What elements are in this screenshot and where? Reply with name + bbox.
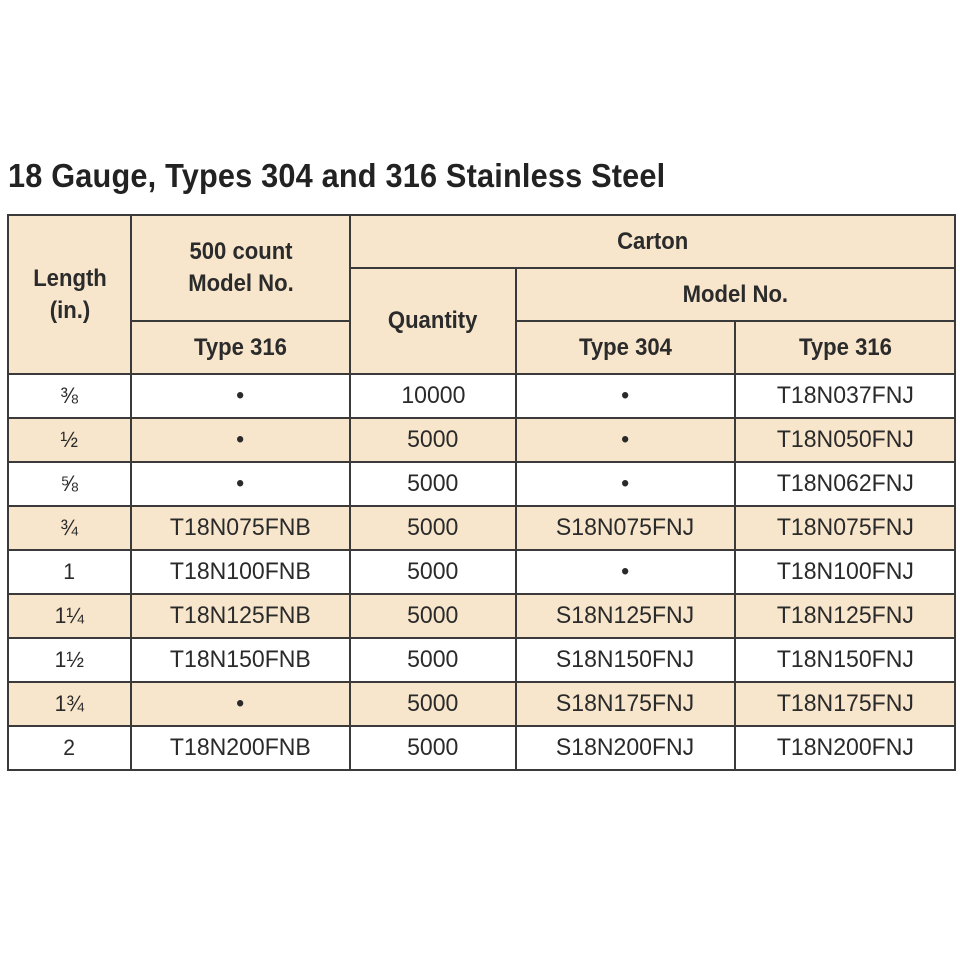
quantity-cell (350, 462, 516, 506)
length-cell (8, 594, 131, 638)
table-title: 18 Gauge, Types 304 and 316 Stainless Steel (8, 157, 666, 194)
carton-type304-cell (516, 594, 735, 638)
stainless-steel-spec-table (7, 214, 956, 771)
table-row (8, 682, 955, 726)
count500-type316-cell-text: T18N200FNB (170, 734, 311, 761)
header-carton-type-316 (735, 321, 955, 374)
quantity-cell (350, 594, 516, 638)
quantity-cell-text: 5000 (407, 470, 459, 497)
length-cell-text: 1 (63, 559, 76, 584)
quantity-cell-text: 5000 (407, 558, 459, 585)
carton-type304-cell (516, 726, 735, 770)
carton-type316-cell-text: T18N175FNJ (776, 690, 914, 717)
table-row (8, 594, 955, 638)
carton-type316-cell (735, 726, 955, 770)
carton-type316-cell (735, 550, 955, 594)
carton-type304-cell-text: • (621, 558, 630, 585)
carton-type316-cell (735, 418, 955, 462)
header-500-count-type-316-label: Type 316 (194, 333, 287, 361)
count500-type316-cell (131, 638, 350, 682)
quantity-cell-text: 10000 (400, 382, 466, 409)
carton-type304-cell (516, 418, 735, 462)
quantity-cell-text: 5000 (407, 734, 459, 761)
length-cell-text: 1½ (54, 647, 85, 672)
count500-type316-cell (131, 550, 350, 594)
carton-type316-cell-text: T18N150FNJ (776, 646, 914, 673)
table-row (8, 462, 955, 506)
carton-type316-cell (735, 594, 955, 638)
carton-type304-cell (516, 506, 735, 550)
table-row (8, 418, 955, 462)
carton-type316-cell (735, 374, 955, 418)
header-carton-type-316-label: Type 316 (798, 333, 892, 361)
carton-type316-cell-text: T18N200FNJ (776, 734, 914, 761)
carton-type304-cell-text: S18N125FNJ (556, 602, 695, 629)
carton-type316-cell-text: T18N100FNJ (776, 558, 914, 585)
header-carton-model-no-label: Model No. (682, 280, 789, 308)
quantity-cell-text: 5000 (407, 646, 459, 673)
count500-type316-cell (131, 418, 350, 462)
header-carton-label: Carton (616, 227, 689, 255)
length-cell-text: ½ (60, 427, 79, 452)
carton-type304-cell-text: S18N150FNJ (556, 646, 695, 673)
count500-type316-cell-text: • (236, 426, 245, 453)
length-cell-text: ¾ (60, 515, 79, 540)
header-carton-type-304-label: Type 304 (579, 333, 672, 361)
carton-type304-cell (516, 682, 735, 726)
count500-type316-cell-text: T18N075FNB (170, 514, 311, 541)
quantity-cell (350, 374, 516, 418)
count500-type316-cell (131, 726, 350, 770)
quantity-cell (350, 682, 516, 726)
header-carton (350, 215, 955, 268)
carton-type304-cell-text: • (621, 470, 630, 497)
header-500-count-type-316 (131, 321, 350, 374)
carton-type304-cell-text: S18N075FNJ (556, 514, 695, 541)
carton-type316-cell-text: T18N050FNJ (776, 426, 914, 453)
count500-type316-cell-text: • (236, 470, 245, 497)
carton-type304-cell (516, 638, 735, 682)
carton-type304-cell (516, 374, 735, 418)
length-cell (8, 506, 131, 550)
quantity-cell (350, 638, 516, 682)
carton-type316-cell-text: T18N075FNJ (776, 514, 914, 541)
length-cell-text: ⅜ (60, 383, 79, 408)
count500-type316-cell-text: • (236, 690, 245, 717)
carton-type316-cell (735, 506, 955, 550)
carton-type304-cell-text: S18N200FNJ (556, 734, 695, 761)
quantity-cell (350, 506, 516, 550)
quantity-cell (350, 418, 516, 462)
quantity-cell-text: 5000 (407, 514, 459, 541)
carton-type316-cell (735, 638, 955, 682)
count500-type316-cell-text: T18N125FNB (170, 602, 311, 629)
header-carton-model-no (516, 268, 955, 321)
carton-type316-cell-text: T18N125FNJ (776, 602, 914, 629)
carton-type304-cell (516, 550, 735, 594)
header-500-count-label: 500 count Model No. (187, 238, 294, 297)
table-row (8, 374, 955, 418)
count500-type316-cell (131, 682, 350, 726)
table-body (8, 374, 955, 770)
carton-type304-cell (516, 462, 735, 506)
header-length-label: Length (in.) (32, 264, 107, 324)
table-row (8, 638, 955, 682)
length-cell (8, 682, 131, 726)
quantity-cell (350, 550, 516, 594)
table-row (8, 550, 955, 594)
header-length (8, 215, 131, 374)
length-cell-text: 1¼ (54, 603, 85, 628)
count500-type316-cell-text: T18N150FNB (170, 646, 311, 673)
table-row (8, 506, 955, 550)
length-cell (8, 374, 131, 418)
carton-type304-cell-text: • (621, 426, 630, 453)
count500-type316-cell-text: T18N100FNB (170, 558, 311, 585)
count500-type316-cell (131, 594, 350, 638)
quantity-cell-text: 5000 (407, 602, 459, 629)
count500-type316-cell (131, 506, 350, 550)
length-cell-text: ⅝ (60, 471, 79, 496)
quantity-cell (350, 726, 516, 770)
table-row (8, 726, 955, 770)
header-carton-type-304 (516, 321, 735, 374)
length-cell (8, 418, 131, 462)
header-500-count (131, 215, 350, 321)
length-cell (8, 550, 131, 594)
quantity-cell-text: 5000 (407, 690, 459, 717)
count500-type316-cell (131, 374, 350, 418)
length-cell (8, 638, 131, 682)
length-cell-text: 1¾ (54, 691, 85, 716)
carton-type316-cell-text: T18N037FNJ (776, 382, 914, 409)
header-quantity-label: Quantity (388, 307, 478, 334)
count500-type316-cell (131, 462, 350, 506)
carton-type304-cell-text: S18N175FNJ (556, 690, 695, 717)
length-cell (8, 726, 131, 770)
header-quantity (350, 268, 516, 374)
count500-type316-cell-text: • (236, 382, 245, 409)
carton-type316-cell (735, 682, 955, 726)
carton-type304-cell-text: • (621, 382, 630, 409)
length-cell-text: 2 (63, 735, 76, 760)
carton-type316-cell-text: T18N062FNJ (776, 470, 914, 497)
length-cell (8, 462, 131, 506)
quantity-cell-text: 5000 (407, 426, 459, 453)
carton-type316-cell (735, 462, 955, 506)
